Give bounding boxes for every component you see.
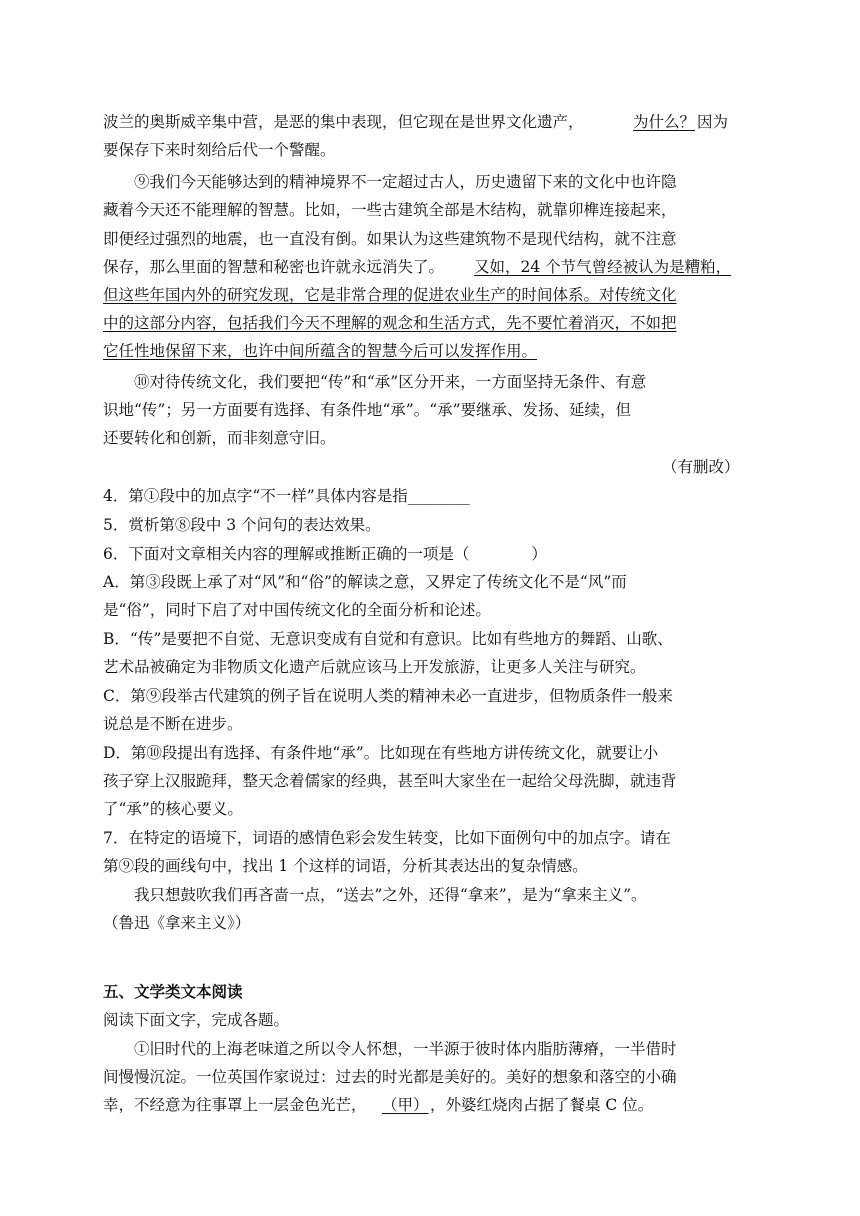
paragraph-text: ⑨我们今天能够达到的精神境界不一定超过古人，历史遗留下来的文化中也许隐 [134,173,677,191]
instruction-text: 阅读下面文字，完成各题。 [103,1011,290,1029]
paragraph-text: 识地“传”；另一方面要有选择、有条件地“承”。“承”要继承、发扬、延续，但 [103,401,632,419]
paragraph-text: 因为 [697,113,729,131]
option-text: A．第③段既上承了对“风”和“俗”的解读之意，又界定了传统文化不是“风”而 [103,573,627,591]
paragraph-text: ，外婆红烧肉占据了餐桌 C 位。 [430,1096,654,1114]
option-text: 艺术品被确定为非物质文化遗产后就应该马上开发旅游，让更多人关注与研究。 [103,658,646,676]
question-text: 4．第①段中的加点字“不一样”具体内容是指________ [103,487,470,505]
paragraph-text: 波兰的奥斯威辛集中营，是恶的集中表现，但它现在是世界文化遗产， [103,113,584,131]
paragraph-text: 保存，那么里面的智慧和秘密也许就永远消失了。 [103,258,445,276]
paragraph-text: ⑩对待传统文化，我们要把“传”和“承”区分开来，一方面坚持无条件、有意 [134,373,647,391]
paragraph-text: ①旧时代的上海老味道之所以令人怀想，一半源于彼时体内脂肪薄瘠，一半借时 [134,1040,677,1058]
source-note: （有删改） [662,458,740,476]
paragraph-text: 要保存下来时刻给后代一个警醒。 [103,141,336,159]
example-text: 我只想鼓吹我们再吝啬一点，“送去”之外，还得“拿来”，是为“拿来主义”。 [134,886,647,904]
underlined-sentence: 又如，24 个节气曾经被认为是糟粕， [474,258,732,276]
underlined-question: 为什么？ [633,113,696,131]
question-text: 5．赏析第⑧段中 3 个问句的表达效果。 [103,516,381,534]
paragraph-text: 幸，不经意为往事罩上一层金色光芒， [103,1096,367,1114]
option-text: B．“传”是要把不自觉、无意识变成有自觉和有意识。比如有些地方的舞蹈、山歌、 [103,630,673,648]
underlined-sentence: 中的这部分内容，包括我们今天不理解的观念和生活方式，先不要忙着消灭，不如把 [103,314,677,332]
paragraph-text: 藏着今天还不能理解的智慧。比如，一些古建筑全部是木结构，就靠卯榫连接起来， [103,201,677,219]
blank-marker: （甲） [382,1096,429,1114]
underlined-sentence: 但这些年国内外的研究发现，它是非常合理的促进农业生产的时间体系。对传统文化 [103,286,677,304]
option-text: D．第⑩段提出有选择、有条件地“承”。比如现在有些地方讲传统文化，就要让小 [103,744,659,762]
underlined-sentence: 它任性地保留下来，也许中间所蕴含的智慧今后可以发挥作用。 [103,342,538,360]
option-text: 说总是不断在进步。 [103,715,243,733]
paragraph-text: 即便经过强烈的地震，也一直没有倒。如果认为这些建筑物不是现代结构，就不注意 [103,230,677,248]
paragraph-text: 还要转化和创新，而非刻意守旧。 [103,429,336,447]
option-text: 是“俗”，同时下启了对中国传统文化的全面分析和论述。 [103,601,491,619]
option-text: 了“承”的核心要义。 [103,800,243,818]
question-text: 7．在特定的语境下，词语的感情色彩会发生转变，比如下面例句中的加点字。请在 [103,829,671,847]
section-heading: 五、文学类文本阅读 [103,983,243,1001]
option-text: 孩子穿上汉服跪拜，整天念着儒家的经典，甚至叫大家坐在一起给父母洗脚，就违背 [103,772,677,790]
question-text: 6．下面对文章相关内容的理解或推断正确的一项是（ ） [103,545,547,563]
paragraph-text: 间慢慢沉淀。一位英国作家说过：过去的时光都是美好的。美好的想象和落空的小确 [103,1068,677,1086]
example-source: （鲁迅《拿来主义》） [103,914,251,932]
question-text: 第⑨段的画线句中，找出 1 个这样的词语，分析其表达出的复杂情感。 [103,857,588,875]
option-text: C．第⑨段举古代建筑的例子旨在说明人类的精神未必一直进步，但物质条件一般来 [103,687,673,705]
